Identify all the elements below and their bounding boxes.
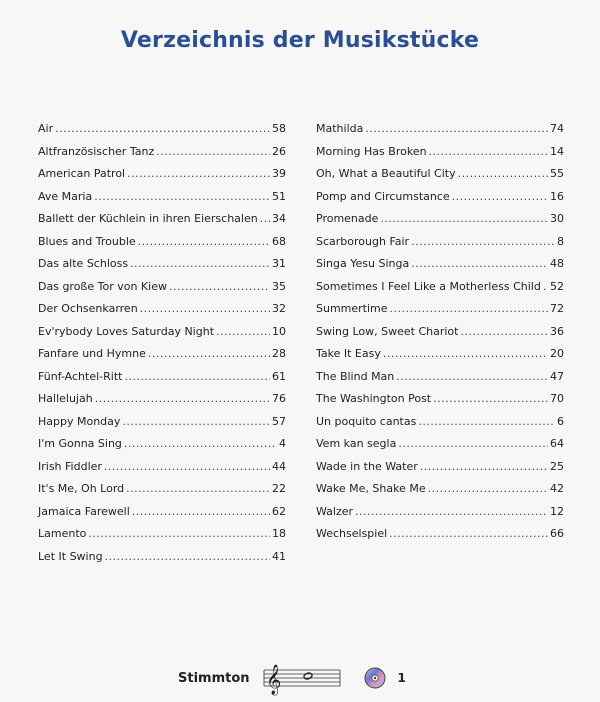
toc-entry [316, 325, 564, 348]
toc-entry-page: 62 [272, 504, 286, 518]
toc-entry [316, 482, 564, 505]
toc-entry [316, 257, 564, 280]
toc-entry [38, 347, 286, 370]
toc-entry-title: Let It Swing [38, 549, 103, 563]
toc-entry-page: 39 [272, 167, 286, 180]
toc-entry [38, 325, 286, 348]
toc-entry-page: 58 [272, 122, 286, 135]
toc-entry-title: Promenade [316, 212, 379, 225]
toc-entry-title: Happy Monday [38, 414, 121, 428]
svg-text:𝄞: 𝄞 [265, 665, 281, 695]
toc-entry-page: 8 [557, 234, 564, 248]
toc-entry-title: American Patrol [38, 167, 126, 180]
toc-entry [38, 527, 286, 550]
dot-leader [389, 527, 548, 540]
toc-entry-title: Oh, What a Beautiful City [316, 167, 456, 180]
toc-entry [316, 527, 564, 550]
toc-entry-page: 22 [272, 482, 286, 495]
dot-leader [398, 437, 548, 450]
dot-leader [88, 527, 270, 540]
toc-entry-page: 25 [550, 459, 564, 473]
toc-entry [38, 235, 286, 258]
toc-entry-page: 55 [550, 167, 564, 180]
toc-entry [316, 167, 564, 190]
treble-clef-staff-icon [262, 660, 342, 696]
toc-entry-page: 74 [550, 122, 564, 135]
toc-entry-title: Singa Yesu Singa [316, 257, 410, 270]
toc-entry [316, 280, 564, 303]
toc-entry-page: 30 [550, 212, 564, 225]
toc-entry [316, 212, 564, 235]
toc-entry-title: Das alte Schloss [38, 257, 129, 270]
toc-entry-title: The Washington Post [316, 392, 432, 405]
toc-entry-title: Irish Fiddler [38, 459, 102, 473]
dot-leader [458, 167, 548, 180]
toc-entry-page: 66 [550, 527, 564, 540]
toc-entry-page: 34 [272, 212, 286, 225]
dot-leader [543, 280, 548, 293]
toc-entry-title: It's Me, Oh Lord [38, 482, 125, 495]
toc-entry [38, 460, 286, 483]
dot-leader [418, 415, 555, 428]
dot-leader [95, 392, 270, 405]
dot-leader [396, 370, 548, 383]
toc-entry-title: Jamaica Farewell [38, 504, 130, 518]
dot-leader [365, 122, 548, 135]
toc-entry-page: 16 [550, 189, 564, 203]
toc-entry-page: 41 [272, 549, 286, 563]
toc-entry [38, 370, 286, 393]
toc-entry [316, 437, 564, 460]
toc-entry-page: 42 [550, 482, 564, 495]
toc-entry-title: Lamento [38, 527, 87, 540]
toc-entry-page: 51 [272, 189, 286, 203]
track-number: 1 [397, 671, 406, 685]
toc-entry [38, 550, 286, 573]
toc-entry-page: 6 [557, 414, 564, 428]
toc-entry [38, 280, 286, 303]
dot-leader [148, 347, 270, 360]
toc-entry-page: 76 [272, 392, 286, 405]
toc-entry-page: 57 [272, 414, 286, 428]
toc-entry [316, 145, 564, 168]
toc-entry-title: Fanfare und Hymne [38, 347, 146, 360]
stimmton-footer [178, 660, 406, 696]
toc-entry-page: 14 [550, 144, 564, 158]
toc-entry-title: Morning Has Broken [316, 144, 427, 158]
toc-entry-page: 32 [272, 302, 286, 315]
dot-leader [383, 347, 548, 360]
dot-leader [390, 302, 548, 315]
toc-entry-page: 26 [272, 144, 286, 158]
toc-entry-title: Summertime [316, 302, 388, 315]
toc-entry [38, 212, 286, 235]
dot-leader [260, 212, 270, 225]
toc-entry [38, 122, 286, 145]
toc-entry [316, 392, 564, 415]
dot-leader [127, 167, 270, 180]
stimmton-label: Stimmton [178, 670, 250, 686]
toc-entry-page: 64 [550, 437, 564, 450]
toc-entry-title: Fünf-Achtel-Ritt [38, 369, 123, 383]
toc-entry [38, 392, 286, 415]
toc-entry-title: Ave Maria [38, 189, 93, 203]
toc-entry-title: Altfranzösischer Tanz [38, 144, 155, 158]
dot-leader [380, 212, 548, 225]
dot-leader [411, 257, 548, 270]
dot-leader [460, 325, 548, 338]
toc-entry [38, 167, 286, 190]
toc-entry [316, 347, 564, 370]
toc-entry [316, 460, 564, 483]
toc-entry-title: Mathilda [316, 122, 364, 135]
toc-entry-page: 47 [550, 369, 564, 383]
toc-entry-title: Un poquito cantas [316, 414, 417, 428]
dot-leader [140, 302, 270, 315]
toc-entry-title: Sometimes I Feel Like a Motherless Child [316, 279, 541, 293]
toc-entry [316, 505, 564, 528]
toc-entry-page: 18 [272, 527, 286, 540]
toc-entry [38, 482, 286, 505]
toc-entry-title: Blues and Trouble [38, 234, 136, 248]
toc-entry [38, 505, 286, 528]
dot-leader [420, 460, 548, 473]
toc-entry-title: Pomp and Circumstance [316, 189, 450, 203]
toc-entry-page: 35 [272, 279, 286, 293]
toc-entry [38, 302, 286, 325]
toc-entry [316, 370, 564, 393]
toc-entry [316, 190, 564, 213]
toc-entry-title: Wade in the Water [316, 459, 418, 473]
toc-entry [38, 190, 286, 213]
dot-leader [138, 235, 270, 248]
toc-entry-title: Das große Tor von Kiew [38, 279, 167, 293]
toc-entry-title: Walzer [316, 504, 354, 518]
dot-leader [126, 482, 270, 495]
dot-leader [355, 505, 548, 518]
toc-entry [316, 122, 564, 145]
dot-leader [130, 257, 270, 270]
toc-entry-title: Wechselspiel [316, 527, 388, 540]
dot-leader [433, 392, 548, 405]
toc-entry-title: Vem kan segla [316, 437, 397, 450]
toc-entry-page: 28 [272, 347, 286, 360]
toc-entry-title: Swing Low, Sweet Chariot [316, 324, 459, 338]
dot-leader [216, 325, 270, 338]
dot-leader [132, 505, 270, 518]
toc-entry-page: 52 [550, 279, 564, 293]
toc-entry-page: 70 [550, 392, 564, 405]
toc-entry-page: 44 [272, 459, 286, 473]
dot-leader [452, 190, 548, 203]
toc-entry-page: 68 [272, 234, 286, 248]
toc-entry-title: Wake Me, Shake Me [316, 482, 426, 495]
dot-leader [411, 235, 555, 248]
dot-leader [156, 145, 270, 158]
toc-entry [38, 145, 286, 168]
toc-entry-title: Scarborough Fair [316, 234, 410, 248]
toc-entry-title: Take It Easy [316, 347, 381, 360]
toc-entry-title: Air [38, 122, 54, 135]
dot-leader [122, 415, 270, 428]
toc-entry [316, 235, 564, 258]
toc-entry [38, 415, 286, 438]
toc-entry-page: 20 [550, 347, 564, 360]
toc-right-column [316, 122, 564, 550]
page-title: Verzeichnis der Musikstücke [120, 28, 480, 53]
toc-entry-page: 61 [272, 369, 286, 383]
dot-leader [169, 280, 270, 293]
dot-leader [124, 437, 277, 450]
toc-entry-title: Ballett der Küchlein in ihren Eierschalen [38, 212, 258, 225]
toc-entry [38, 437, 286, 460]
toc-entry [316, 302, 564, 325]
toc-entry-page: 4 [279, 437, 286, 450]
cd-icon [364, 667, 386, 689]
toc-entry-title: Hallelujah [38, 392, 93, 405]
dot-leader [428, 482, 548, 495]
toc-entry-title: The Blind Man [316, 369, 395, 383]
toc-entry-page: 12 [550, 504, 564, 518]
dot-leader [55, 122, 270, 135]
toc-entry-title: I'm Gonna Sing [38, 437, 122, 450]
dot-leader [94, 190, 270, 203]
toc-entry-page: 36 [550, 324, 564, 338]
toc-entry [38, 257, 286, 280]
dot-leader [124, 370, 270, 383]
toc-entry-page: 31 [272, 257, 286, 270]
dot-leader [104, 460, 270, 473]
toc-left-column [38, 122, 286, 572]
toc-entry-page: 72 [550, 302, 564, 315]
toc-entry [316, 415, 564, 438]
toc-entry-page: 10 [272, 324, 286, 338]
toc-entry-page: 48 [550, 257, 564, 270]
toc-entry-title: Der Ochsenkarren [38, 302, 138, 315]
dot-leader [429, 145, 548, 158]
dot-leader [105, 550, 270, 563]
toc-entry-title: Ev'rybody Loves Saturday Night [38, 324, 215, 338]
